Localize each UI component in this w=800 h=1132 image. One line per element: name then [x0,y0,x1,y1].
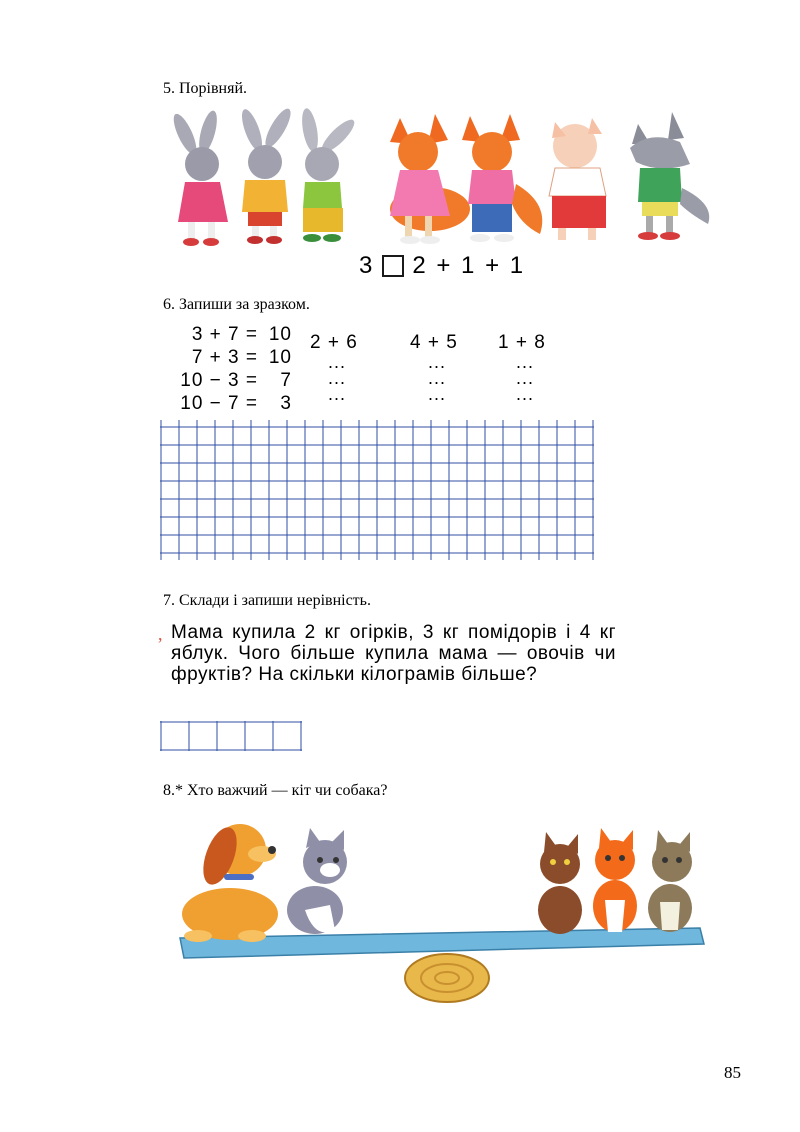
exercise-dots: ... ... ... [516,352,535,404]
task5-title: 5. Порівняй. [163,80,248,97]
exercise-3 [498,331,558,402]
compare-answer-box[interactable] [382,255,404,277]
seesaw-illustration [160,810,720,1010]
exercise-1 [310,331,370,402]
kitten-orange-icon [593,828,637,932]
example-row: 10 − 3 = 7 [180,370,292,391]
cat-icon [287,828,347,934]
expr-left: 3 [359,252,375,279]
exercise-2 [410,331,470,402]
bullet-mark: , [158,624,163,644]
exercise-expr: 1 + 8 [498,332,546,353]
exercise-dots: ... ... ... [328,352,347,404]
dog-icon [182,823,278,942]
bunny-1 [169,109,228,246]
bunny-3 [299,107,358,242]
kitten-brown-icon [538,832,582,934]
example-row: 7 + 3 = 10 [191,347,292,368]
word-problem: Мама купила 2 кг огірків, 3 кг помідорів і 4 кг яблук. Чого більше купила мама — овочів чи фруктів? На скільки кілограмів більше? [171,622,616,685]
writing-grid[interactable] [160,420,600,562]
task6-title: 6. Запиши за зразком. [163,296,310,313]
example-row: 3 + 7 = 10 [191,324,292,345]
page-number: 85 [724,1063,741,1082]
comparison-expression [359,252,525,280]
piglet [549,118,606,240]
wolf [630,112,709,240]
task7-title: 7. Склади і запиши нерівність. [163,592,371,609]
answer-cells[interactable] [160,721,306,751]
exercise-expr: 4 + 5 [410,332,458,353]
exercise-dots: ... ... ... [428,352,447,404]
task8-title: 8.* Хто важчий — кіт чи собака? [163,782,388,799]
example-equations [160,323,292,415]
bunny-2 [238,105,295,244]
kitten-tabby-icon [648,830,692,932]
log-icon [405,954,489,1002]
fox-1 [390,114,470,244]
exercise-expr: 2 + 6 [310,332,358,353]
animals-illustration [160,104,720,250]
fox-2 [462,114,542,242]
example-row: 10 − 7 = 3 [180,393,292,414]
expr-right: 2 + 1 + 1 [412,252,526,279]
